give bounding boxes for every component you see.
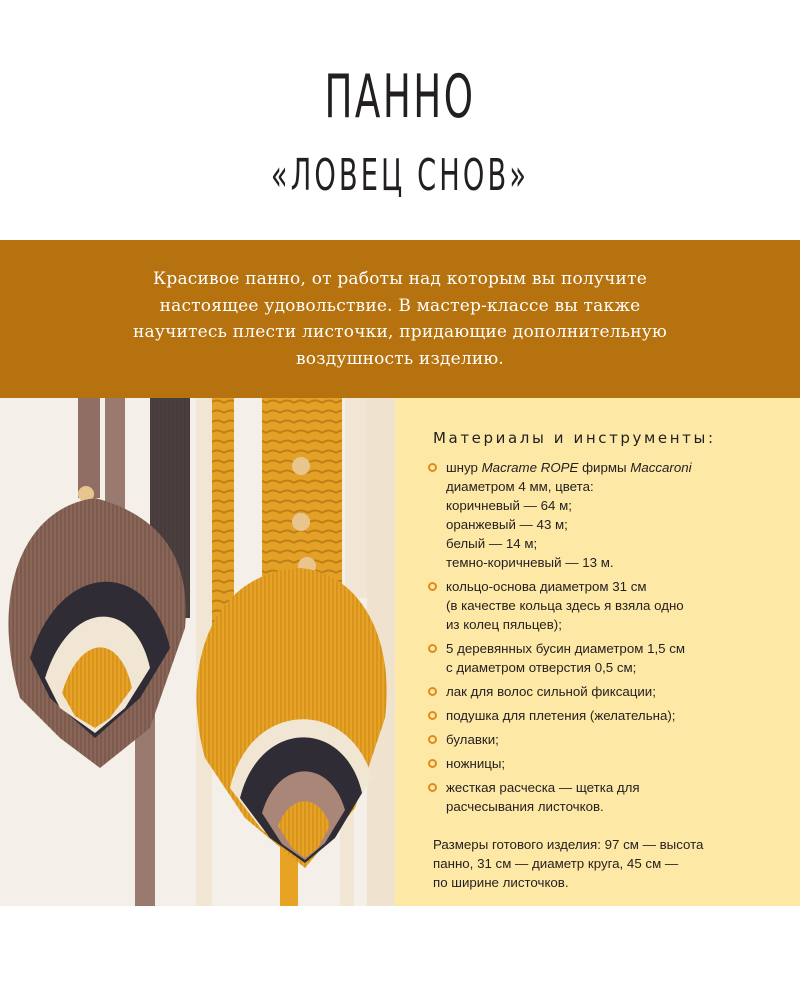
list-item	[428, 458, 798, 572]
item-line: ножницы;	[446, 756, 506, 771]
item-line: (в качестве кольца здесь я взяла одно	[446, 598, 684, 613]
materials-heading: Материалы и инструменты:	[433, 429, 716, 447]
bullet-icon	[428, 735, 437, 744]
intro-line: Красивое панно, от работы над которым вы получите	[153, 269, 647, 289]
bullet-icon	[428, 582, 437, 591]
list-item	[428, 682, 798, 701]
page-subtitle: «ЛОВЕЦ СНОВ»	[270, 150, 530, 201]
sizes-line: по ширине листочков.	[433, 875, 569, 890]
page-title: ПАННО	[324, 62, 476, 132]
intro-line: научитесь плести листочки, придающие дополнительную	[133, 322, 667, 342]
item-line: с диаметром отверстия 0,5 см;	[446, 660, 637, 675]
bullet-icon	[428, 644, 437, 653]
item-line: 5 деревянных бусин диаметром 1,5 см	[446, 641, 686, 656]
bullet-icon	[428, 687, 437, 696]
brown-cord	[105, 398, 125, 518]
maker-name: Maccaroni	[630, 460, 692, 475]
item-line: темно-коричневый — 13 м.	[446, 555, 614, 570]
intro-text	[100, 266, 700, 372]
list-item	[428, 730, 798, 749]
bullet-icon	[428, 711, 437, 720]
item-line: из колец пяльцев);	[446, 617, 562, 632]
title-block	[0, 0, 800, 240]
item-line: оранжевый — 43 м;	[446, 517, 568, 532]
item-text: шнур	[446, 460, 482, 475]
wooden-bead	[292, 457, 310, 475]
product-sizes	[433, 835, 793, 892]
item-line: лак для волос сильной фиксации;	[446, 684, 656, 699]
item-line: диаметром 4 мм, цвета:	[446, 479, 594, 494]
item-line: подушка для плетения (желательна);	[446, 708, 676, 723]
intro-band	[0, 240, 800, 398]
sizes-line: Размеры готового изделия: 97 см — высота	[433, 837, 704, 852]
list-item	[428, 577, 798, 634]
list-item	[428, 639, 798, 677]
materials-panel	[395, 398, 800, 906]
list-item	[428, 706, 798, 725]
bullet-icon	[428, 463, 437, 472]
item-line: булавки;	[446, 732, 499, 747]
item-line: жесткая расческа — щетка для	[446, 780, 640, 795]
macrame-photo	[0, 398, 395, 906]
item-line: белый — 14 м;	[446, 536, 538, 551]
bullet-icon	[428, 783, 437, 792]
item-line: кольцо-основа диаметром 31 см	[446, 579, 647, 594]
brown-cord	[78, 398, 100, 498]
brand-name: Macrame ROPE	[481, 460, 579, 475]
macrame-illustration	[0, 398, 395, 906]
list-item	[428, 754, 798, 773]
wooden-bead	[292, 513, 310, 531]
item-line: расчесывания листочков.	[446, 799, 604, 814]
bullet-icon	[428, 759, 437, 768]
item-line: коричневый — 64 м;	[446, 498, 572, 513]
intro-line: настоящее удовольствие. В мастер-классе вы также	[159, 295, 641, 316]
list-item	[428, 778, 798, 816]
intro-line: воздушность изделию.	[296, 348, 504, 369]
item-text: фирмы	[578, 460, 631, 475]
materials-list	[428, 458, 798, 821]
sizes-line: панно, 31 см — диаметр круга, 45 см —	[433, 856, 679, 871]
